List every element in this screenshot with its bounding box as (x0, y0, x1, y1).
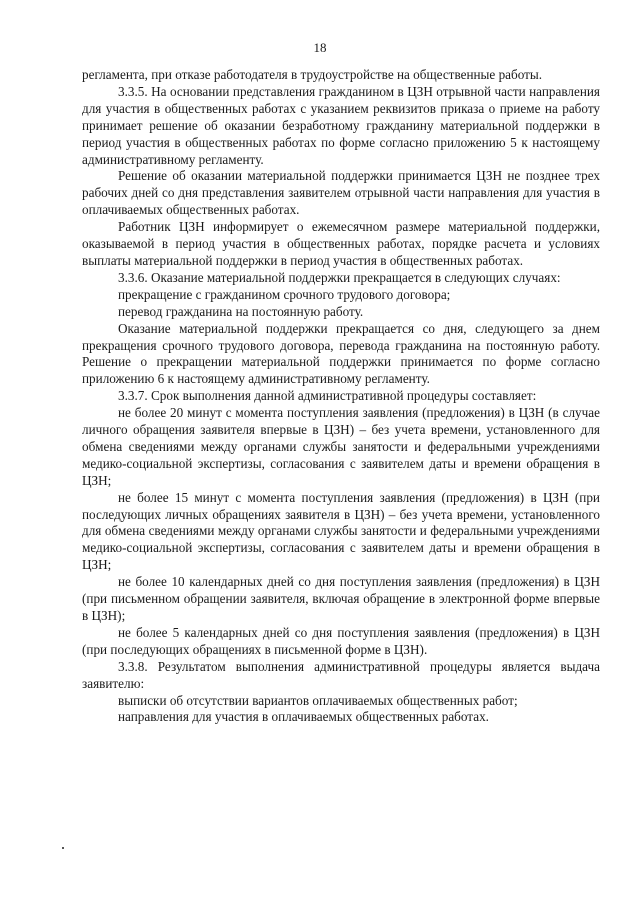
scan-dot-mark (62, 847, 64, 849)
list-item-5-days: не более 5 календарных дней со дня поступления заявления (предложения) в ЦЗН (при последующих обращениях в письменной форме в ЦЗН). (82, 624, 600, 657)
list-item-termination: прекращение с гражданином срочного трудового договора; (118, 286, 451, 302)
paragraph-3-3-5: 3.3.5. На основании представления гражданином в ЦЗН отрывной части направления для участия в общественных работах с указанием реквизитов приказа о приеме на работу принимает решение об оказании безработному гражданину материальной поддержки в период участия в общественных работах по форме согласно приложению 5 к настоящему административному регламенту. (82, 83, 600, 167)
list-item-referral: направления для участия в оплачиваемых общественных работах. (118, 709, 489, 725)
list-item-10-days: не более 10 календарных дней со дня поступления заявления (предложения) в ЦЗН (при письменном обращении заявителя, включая обращение в электронной форме впервые в ЦЗН); (82, 574, 600, 623)
list-item-20-minutes: не более 20 минут с момента поступления заявления (предложения) в ЦЗН (в случае личного обращения заявителя впервые в ЦЗН) – без учета времени, установленного для обмена сведениями между органами службы занятости и федеральными учреждениями медико-социальной экспертизы, согласования с заявителем даты и времени обращения в ЦЗН; (82, 405, 600, 488)
paragraph-termination-date: Оказание материальной поддержки прекращается со дня, следующего за днем прекращения срочного трудового договора, перевода гражданина на постоянную работу. Решение о прекращении материальной поддержки принимается по форме согласно приложению 6 к настоящему административному регламенту. (82, 320, 600, 387)
document-body (82, 67, 600, 726)
list-item-15-minutes: не более 15 минут с момента поступления заявления (предложения) в ЦЗН (при последующих личных обращениях заявителя в ЦЗН) – без учета времени, установленного для обмена сведениями между органами службы занятости и федеральными учреждениями медико-социальной экспертизы, согласования с заявителем даты и времени обращения в ЦЗН; (82, 489, 600, 573)
paragraph-3-3-6: 3.3.6. Оказание материальной поддержки прекращается в следующих случаях: (118, 269, 561, 285)
list-item-extract: выписки об отсутствии вариантов оплачиваемых общественных работ; (118, 692, 518, 708)
paragraph-continuation: регламента, при отказе работодателя в трудоустройстве на общественные работы. (82, 67, 543, 82)
paragraph-decision: Решение об оказании материальной поддержки принимается ЦЗН не позднее трех рабочих дней со дня представления заявителем отрывной части направления для участия в оплачиваемых общественных работах. (82, 168, 600, 218)
paragraph-3-3-7: 3.3.7. Срок выполнения данной административной процедуры составляет: (118, 388, 537, 404)
list-item-transfer: перевод гражданина на постоянную работу. (118, 303, 364, 319)
paragraph-informing: Работник ЦЗН информирует о ежемесячном размере материальной поддержки, оказываемой в период участия в общественных работах, порядке расчета и условиях выплаты материальной поддержки в период участия в общественных работах. (82, 219, 600, 268)
paragraph-3-3-8: 3.3.8. Результатом выполнения административной процедуры является выдача заявителю: (82, 658, 600, 691)
page-number: 18 (313, 40, 327, 55)
